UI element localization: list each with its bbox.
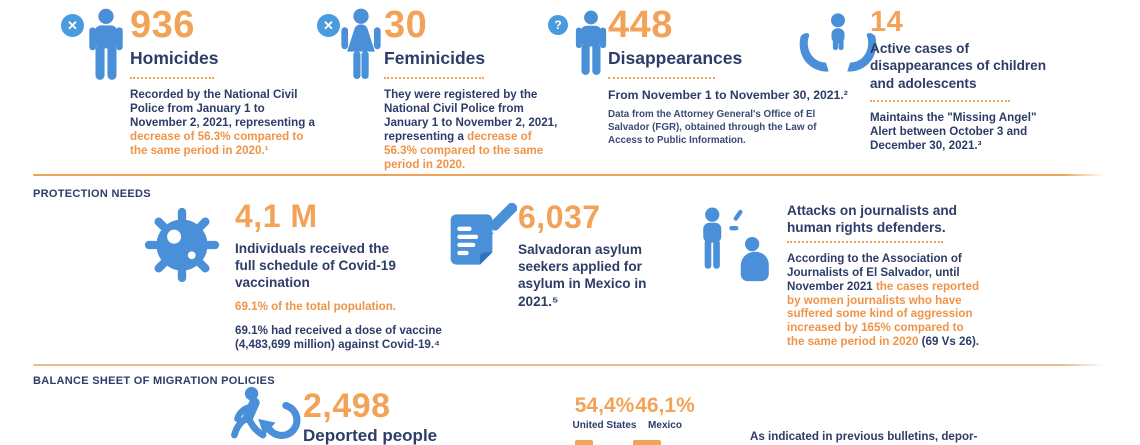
vaccination-highlight: 69.1% of the total population.: [235, 299, 397, 313]
body-plain: According to the Association of Journalists of El Salvador, until November 2021: [787, 251, 962, 293]
asylum-title: Salvadoran asylum seekers applied for asylum in Mexico in 2021.⁵: [518, 241, 647, 309]
person-icon: [572, 10, 610, 76]
disappearances-source-note: Data from the Attorney General's Office of El Salvador (FGR), obtained through the Law of Access to Public Information.: [608, 109, 817, 146]
x-badge-icon: ✕: [61, 14, 84, 37]
clipped-stat-fragment: [575, 440, 593, 445]
dotted-divider: [608, 77, 715, 79]
dotted-divider: [870, 100, 1010, 102]
feminicides-value: 30: [384, 4, 428, 46]
mexico-label: Mexico: [648, 420, 682, 432]
asylum-value: 6,037: [518, 199, 601, 235]
body-highlight: the cases reported by women journalists who have suffered some kind of aggression increased by 165% compared to the same period in 2020: [787, 279, 980, 349]
disappearances-subtitle: From November 1 to November 30, 2021.²: [608, 88, 848, 102]
description-highlight: decrease of 56.3% compared to the same period in 2020.¹: [130, 129, 304, 157]
journalists-title: Attacks on journalists and human rights defenders.: [787, 203, 957, 236]
vaccination-body: 69.1% had received a dose of vaccine (4,483,699 million) against Covid-19.⁴: [235, 324, 442, 352]
dotted-divider: [384, 77, 484, 79]
children-value: 14: [870, 6, 904, 38]
dotted-divider: [130, 77, 214, 79]
children-label: Active cases of disappearances of children and adolescents: [870, 41, 1047, 91]
description-plain: Recorded by the National Civil Police from January 1 to November 2, 2021, representing a: [130, 88, 315, 129]
question-badge-icon: ?: [548, 15, 568, 35]
vaccination-block: [235, 200, 445, 352]
x-badge-icon: ✕: [317, 14, 340, 37]
document-pen-icon: [445, 203, 517, 275]
journalists-body: [787, 252, 981, 349]
destination-mexico: [630, 394, 700, 431]
vaccination-title: Individuals received the full schedule of Covid-19 vaccination: [235, 240, 396, 291]
disappearances-label: Disappearances: [608, 48, 743, 68]
disappearances-value: 448: [608, 4, 673, 46]
hands-holding-child-icon: [797, 12, 879, 77]
children-description: Maintains the "Missing Angel" Alert between October 3 and December 30, 2021.³: [870, 111, 1037, 152]
deported-label: Deported people: [303, 426, 438, 445]
woman-icon: [338, 8, 384, 81]
description-plain: They were registered by the National Civil Police from January 1 to November 2, 2021, representing a: [384, 88, 558, 143]
person-icon: [85, 8, 127, 81]
dotted-divider: [787, 241, 943, 243]
deported-block: [303, 389, 523, 445]
homicides-label: Homicides: [130, 48, 219, 68]
virus-icon: [143, 202, 221, 288]
united-states-label: United States: [572, 420, 637, 432]
migration-note-clipped: As indicated in previous bulletins, depor-: [750, 430, 978, 443]
aggression-icon: [698, 206, 774, 286]
journalists-block: [787, 202, 987, 349]
united-states-percentage: 54,4%: [574, 394, 635, 417]
body-plain: (69 Vs 26).: [921, 335, 980, 349]
running-return-icon: [222, 386, 304, 445]
description-highlight: decrease of 56.3% compared to the same period in 2020.: [384, 129, 544, 171]
migration-policies-heading: BALANCE SHEET OF MIGRATION POLICIES: [33, 375, 275, 387]
mexico-percentage: 46,1%: [635, 394, 695, 417]
section-divider: [33, 364, 1105, 366]
feminicides-label: Feminicides: [384, 48, 486, 68]
deported-value: 2,498: [303, 387, 391, 425]
clipped-stat-fragment: [633, 440, 661, 445]
feminicides-description: [384, 88, 559, 171]
homicides-value: 936: [130, 4, 195, 46]
asylum-block: [518, 201, 663, 310]
homicides-description: [130, 88, 320, 158]
section-divider: [33, 174, 1105, 176]
protection-needs-heading: PROTECTION NEEDS: [33, 188, 151, 200]
vaccination-value: 4,1 M: [235, 198, 318, 234]
